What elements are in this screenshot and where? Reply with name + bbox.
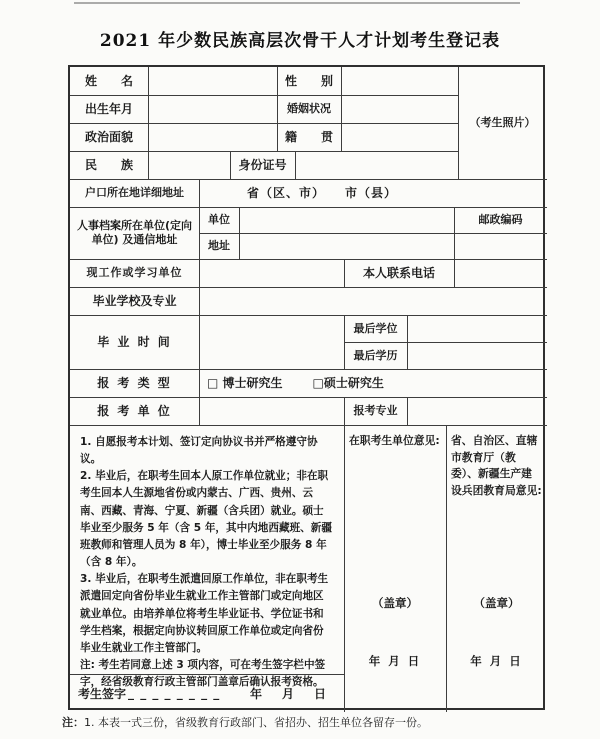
apply-unit-value-cell — [199, 397, 344, 425]
agreement-item-3: 3. 毕业后，在职考生派遣回原工作单位，非在职考生派遣回定向省份毕业生就业工作主管部门或定向地区就业单位。由培养单位将考生毕业证书、学位证书和学生档案，根据定向协议转回原工作单位或定向省份毕业生就业工作主管部门。 — [80, 573, 329, 654]
unit-value-cell — [239, 207, 454, 233]
graduate-school-label: 毕业学校及专业 — [92, 293, 177, 308]
last-education-label: 最后学历 — [353, 348, 398, 362]
signature-line[interactable]: _ _ _ _ _ _ _ _ — [128, 686, 221, 700]
birth-date-label: 出生年月 — [84, 101, 133, 116]
last-education-value-cell — [407, 342, 547, 369]
marital-status-value-cell — [341, 95, 458, 123]
agreement-note: 注: 考生若同意上述 3 项内容，可在考生签字栏中签字，经省级教育行政主管部门盖章后确认报考资格。 — [80, 659, 326, 689]
gender-label: 性 别 — [284, 73, 333, 88]
graduate-time-value-cell — [199, 315, 344, 369]
signature-row — [70, 674, 344, 712]
master-checkbox[interactable]: □ — [312, 375, 324, 390]
household-address-label: 户口所在地详细地址 — [85, 186, 184, 200]
phone-label: 本人联系电话 — [362, 265, 435, 280]
household-address-value: 省（区、市） 市（县） — [247, 185, 398, 200]
provincial-opinion-title: 省、自治区、直辖市教育厅（教委）、新疆生产建设兵团教育局意见: — [451, 434, 542, 498]
footnote — [62, 714, 562, 730]
apply-major-value-cell — [407, 397, 547, 425]
marital-status-label: 婚姻状况 — [287, 102, 331, 116]
graduate-time-label: 毕 业 时 间 — [97, 334, 172, 349]
political-status-label: 政治面貌 — [84, 129, 133, 144]
employer-opinion-column — [344, 425, 446, 712]
birth-date-value-cell — [148, 95, 277, 123]
employer-opinion-date: 年 月 日 — [368, 654, 422, 668]
postal-code-label: 邮政编码 — [478, 213, 523, 227]
political-status-value-cell — [148, 123, 277, 151]
apply-unit-label: 报 考 单 位 — [97, 403, 172, 418]
gender-value-cell — [341, 67, 458, 95]
archive-unit-label: 人事档案所在单位(定向单位) 及通信地址 — [76, 219, 193, 246]
scan-artifact-line — [74, 2, 520, 4]
apply-major-label: 报考专业 — [353, 404, 398, 418]
signature-label: 考生签字 — [78, 686, 127, 701]
provincial-opinion-seal: （盖章） — [473, 596, 520, 610]
name-label: 姓 名 — [84, 73, 133, 88]
ethnicity-label: 民 族 — [84, 157, 133, 172]
id-number-value-cell — [295, 151, 458, 179]
postal-code-value-cell — [454, 233, 547, 259]
doctoral-checkbox[interactable]: □ — [207, 375, 219, 390]
footnote-prefix: 注： — [62, 716, 84, 729]
ethnicity-value-cell — [148, 151, 230, 179]
provincial-opinion-column — [446, 425, 547, 712]
unit-label: 单位 — [208, 213, 230, 227]
doctoral-option — [207, 376, 283, 391]
master-option-label: 硕士研究生 — [323, 375, 384, 390]
last-degree-label: 最后学位 — [353, 321, 398, 335]
current-unit-value-cell — [199, 259, 344, 287]
current-unit-label: 现工作或学习单位 — [86, 266, 183, 280]
signature-date: 年 月 日 — [249, 686, 330, 701]
id-number-label: 身份证号 — [238, 157, 287, 172]
address-value-cell — [239, 233, 454, 259]
agreement-notes — [70, 425, 344, 689]
employer-opinion-title: 在职考生单位意见: — [349, 434, 440, 447]
graduate-school-value-cell — [199, 287, 547, 315]
agreement-item-1: 1. 自愿报考本计划、签订定向协议书并严格遵守协议。 — [80, 436, 318, 466]
photo-placeholder: （考生照片） — [469, 116, 536, 130]
registration-table — [68, 65, 545, 710]
apply-type-options — [199, 369, 547, 397]
name-value-cell — [148, 67, 277, 95]
address-label: 地址 — [208, 239, 230, 253]
doctoral-option-label: 博士研究生 — [218, 375, 283, 390]
employer-opinion-seal: （盖章） — [372, 596, 418, 610]
agreement-item-2: 2. 毕业后，在职考生回本人原工作单位就业；非在职考生回本人生源地省份或内蒙古、广西、贵州、云南、西藏、青海、宁夏、新疆（含兵团）就业。硕士毕业至少服务 5 年（含 5 年，其中内地西藏班、新疆班教师和管理人员为 8 年），博士毕业至少服务 8 年（含 8 年）。 — [80, 470, 332, 569]
provincial-opinion-date: 年 月 日 — [470, 654, 523, 668]
native-place-label: 籍 贯 — [284, 129, 333, 144]
page-title: 2021 年少数民族高层次骨干人才计划考生登记表 — [99, 31, 501, 51]
phone-value-cell — [454, 259, 547, 287]
native-place-value-cell — [341, 123, 458, 151]
apply-type-label: 报 考 类 型 — [97, 375, 172, 390]
footnote-text: 1. 本表一式三份，省级教育行政部门、省招办、招生单位各留存一份。 — [84, 716, 428, 729]
last-degree-value-cell — [407, 315, 547, 342]
master-option — [313, 376, 384, 391]
